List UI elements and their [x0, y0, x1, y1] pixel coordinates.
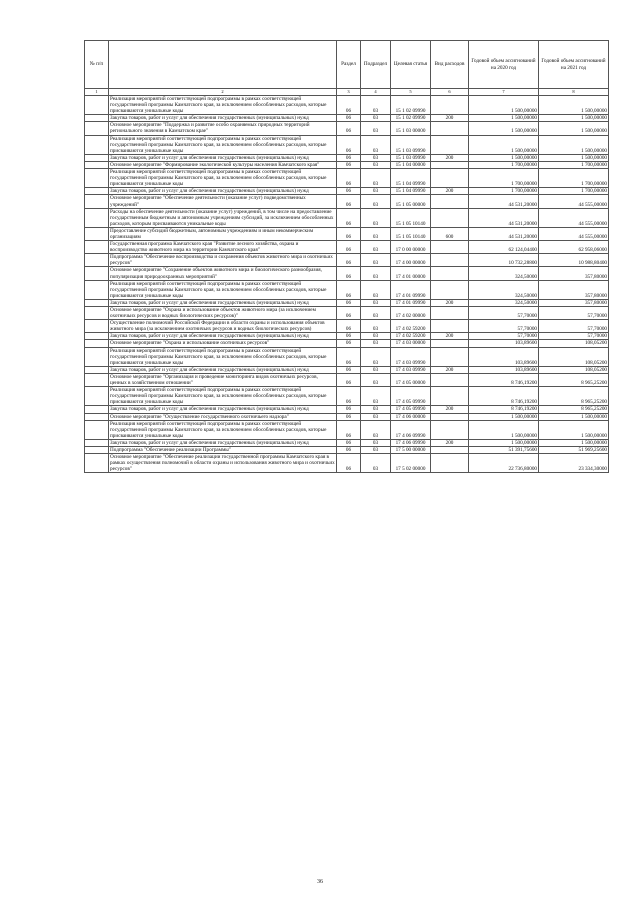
row-amount-2020: 1 500,00000	[469, 122, 539, 135]
row-expense-type	[431, 135, 469, 154]
row-amount-2021: 44 555,00000	[539, 227, 609, 240]
header-expense-type: Вид расходов	[431, 41, 469, 89]
row-razdel: 06	[337, 188, 361, 195]
row-target-article: 17 4 05 00000	[391, 373, 431, 386]
column-number: 7	[469, 89, 539, 96]
row-podrazdel: 03	[361, 135, 391, 154]
row-target-article: 15 1 05 10140	[391, 208, 431, 227]
row-amount-2020: 44 531,20000	[469, 227, 539, 240]
row-amount-2021: 23 334,30000	[539, 454, 609, 473]
row-target-article: 17 5 02 00000	[391, 454, 431, 473]
row-name: Закупка товаров, работ и услуг для обеспечения государственных (муниципальных) нужд	[109, 439, 337, 446]
table-row	[85, 169, 609, 188]
row-name: Основное мероприятие "Формирование экологической культуры населения Камчатского края"	[109, 161, 337, 168]
row-expense-type	[431, 307, 469, 320]
header-name	[109, 41, 337, 89]
row-podrazdel: 03	[361, 299, 391, 306]
row-amount-2021: 1 500,00000	[539, 154, 609, 161]
row-amount-2020: 1 700,00000	[469, 169, 539, 188]
row-amount-2020: 1 500,00000	[469, 420, 539, 439]
row-amount-2021: 8 965,25200	[539, 406, 609, 413]
table-row	[85, 299, 609, 306]
row-name: Закупка товаров, работ и услуг для обеспечения государственных (муниципальных) нужд	[109, 366, 337, 373]
row-target-article: 15 1 05 00000	[391, 195, 431, 208]
table-row	[85, 320, 609, 333]
table-row	[85, 195, 609, 208]
row-podrazdel: 03	[361, 439, 391, 446]
table-row	[85, 406, 609, 413]
column-number: 6	[431, 89, 469, 96]
table-row	[85, 446, 609, 453]
row-expense-type: 200	[431, 333, 469, 340]
row-amount-2021: 1 500,00000	[539, 115, 609, 122]
row-num	[85, 280, 109, 299]
row-razdel: 06	[337, 366, 361, 373]
row-amount-2021: 1 700,00000	[539, 169, 609, 188]
row-razdel: 06	[337, 373, 361, 386]
row-name: Реализация мероприятий соответствующей подпрограммы в рамках соответствующей государственной программы Камчатского края, за исключением обособленных расходов, которые присваиваются уникальные коды	[109, 169, 337, 188]
row-expense-type	[431, 413, 469, 420]
table-row	[85, 454, 609, 473]
row-amount-2021: 357,80000	[539, 299, 609, 306]
table-row	[85, 122, 609, 135]
row-expense-type	[431, 96, 469, 115]
row-expense-type: 600	[431, 227, 469, 240]
row-target-article: 17 0 00 00000	[391, 241, 431, 254]
row-razdel: 06	[337, 227, 361, 240]
row-podrazdel: 03	[361, 366, 391, 373]
table-row	[85, 307, 609, 320]
row-razdel: 06	[337, 154, 361, 161]
row-name: Государственная программа Камчатского края "Развитие лесного хозяйства, охрана и воспроизводство животного мира на территории Камчатского края"	[109, 241, 337, 254]
table-row	[85, 115, 609, 122]
row-target-article: 15 1 05 10140	[391, 227, 431, 240]
row-target-article: 17 4 00 00000	[391, 254, 431, 267]
row-podrazdel: 03	[361, 340, 391, 347]
row-target-article: 15 1 03 09990	[391, 135, 431, 154]
table-row	[85, 267, 609, 280]
header-num: № п/п	[85, 41, 109, 89]
row-amount-2021: 57,70000	[539, 333, 609, 340]
row-name: Расходы на обеспечение деятельности (оказание услуг) учреждений, в том числе на предоставление государственным бюджетным и автономным учреждениям субсидий, за исключением обособленных расходов, которым присваиваются уникальные коды	[109, 208, 337, 227]
header-amount-2020: Годовой объем ассигнований на 2020 год	[469, 41, 539, 89]
table-row	[85, 333, 609, 340]
row-num	[85, 347, 109, 366]
row-razdel: 06	[337, 413, 361, 420]
row-target-article: 17 4 02 59200	[391, 333, 431, 340]
row-num	[85, 195, 109, 208]
row-num	[85, 454, 109, 473]
row-razdel: 06	[337, 347, 361, 366]
row-razdel: 06	[337, 169, 361, 188]
row-amount-2021: 108,05200	[539, 340, 609, 347]
row-amount-2021: 1 700,00000	[539, 161, 609, 168]
row-name: Основное мероприятие "Сохранение объектов животного мира и биологического разнообразия, популяризация природоохранных мероприятий"	[109, 267, 337, 280]
row-num	[85, 254, 109, 267]
row-name: Подпрограмма "Обеспечение воспроизводства и сохранения объектов животного мира и охотничьих ресурсов"	[109, 254, 337, 267]
row-podrazdel: 03	[361, 347, 391, 366]
row-amount-2020: 1 700,00000	[469, 161, 539, 168]
row-expense-type	[431, 446, 469, 453]
row-num	[85, 439, 109, 446]
row-expense-type	[431, 161, 469, 168]
row-name: Основное мероприятие "Обеспечение реализации государственной программы Камчатского края в рамках осуществления полномочий в области охраны и использования животного мира и охотничьих ресурсов"	[110, 454, 335, 473]
row-razdel: 06	[337, 267, 361, 280]
row-name: Закупка товаров, работ и услуг для обеспечения государственных (муниципальных) нужд	[109, 406, 337, 413]
row-name: Основное мероприятие "Организация и проведение мониторинга видов охотничьих ресурсов, ценных в хозяйственном отношении"	[109, 373, 337, 386]
row-name: Закупка товаров, работ и услуг для обеспечения государственных (муниципальных) нужд	[109, 188, 337, 195]
table-row	[85, 413, 609, 420]
row-amount-2021: 8 965,25200	[539, 373, 609, 386]
row-amount-2021: 357,80000	[539, 267, 609, 280]
header-target-article: Целевая статья	[391, 41, 431, 89]
column-numbers-row	[85, 89, 609, 96]
header-podrazdel: Подраздел	[361, 41, 391, 89]
row-amount-2020: 1 500,00000	[469, 115, 539, 122]
row-amount-2021: 1 500,00000	[539, 439, 609, 446]
row-num	[85, 96, 109, 115]
row-target-article: 15 1 02 09990	[391, 115, 431, 122]
row-num	[85, 446, 109, 453]
row-num	[85, 299, 109, 306]
table-row	[85, 280, 609, 299]
row-amount-2020: 1 700,00000	[469, 188, 539, 195]
row-target-article: 17 4 01 09990	[391, 280, 431, 299]
row-amount-2020: 1 500,00000	[469, 135, 539, 154]
row-amount-2020: 324,50000	[469, 280, 539, 299]
table-row	[85, 387, 609, 406]
row-num	[85, 169, 109, 188]
row-amount-2020: 8 746,19200	[469, 373, 539, 386]
row-name: Закупка товаров, работ и услуг для обеспечения государственных (муниципальных) нужд	[109, 115, 337, 122]
row-amount-2021: 57,70000	[539, 307, 609, 320]
row-podrazdel: 03	[361, 454, 391, 473]
row-razdel: 06	[337, 387, 361, 406]
row-expense-type: 200	[431, 154, 469, 161]
row-expense-type	[431, 208, 469, 227]
table-row	[85, 439, 609, 446]
row-razdel: 06	[337, 122, 361, 135]
row-num	[85, 333, 109, 340]
row-podrazdel: 03	[361, 280, 391, 299]
table-row	[85, 366, 609, 373]
row-target-article: 17 4 06 09990	[391, 420, 431, 439]
row-num	[85, 366, 109, 373]
row-target-article: 17 4 05 09990	[391, 406, 431, 413]
row-razdel: 06	[337, 135, 361, 154]
row-target-article: 15 1 04 09990	[391, 169, 431, 188]
row-razdel: 06	[337, 299, 361, 306]
row-razdel: 06	[337, 340, 361, 347]
row-num	[85, 188, 109, 195]
row-expense-type	[431, 280, 469, 299]
row-amount-2020: 8 746,19200	[469, 387, 539, 406]
row-target-article: 15 1 03 09990	[391, 154, 431, 161]
row-razdel: 06	[337, 307, 361, 320]
row-expense-type	[431, 195, 469, 208]
row-expense-type	[431, 454, 469, 473]
row-name: Закупка товаров, работ и услуг для обеспечения государственных (муниципальных) нужд	[109, 299, 337, 306]
row-name: Реализация мероприятий соответствующей подпрограммы в рамках соответствующей государственной программы Камчатского края, за исключением обособленных расходов, которые присваиваются уникальные коды	[109, 96, 337, 115]
row-name: Основное мероприятие "Охрана и использование объектов животного мира (за исключением охотничьих ресурсов и водных биологических ресурсов)"	[109, 307, 337, 320]
row-razdel: 06	[337, 208, 361, 227]
row-amount-2020: 44 531,20000	[469, 208, 539, 227]
row-expense-type	[431, 347, 469, 366]
row-num	[85, 115, 109, 122]
row-num	[85, 307, 109, 320]
row-podrazdel: 03	[361, 446, 391, 453]
column-number: 2	[109, 89, 337, 96]
row-razdel: 06	[337, 320, 361, 333]
row-podrazdel: 03	[361, 267, 391, 280]
row-razdel: 06	[337, 161, 361, 168]
row-name: Основное мероприятие "Осуществление государственного охотничьего надзора"	[109, 413, 337, 420]
row-expense-type: 200	[431, 366, 469, 373]
row-num	[85, 161, 109, 168]
row-target-article: 15 1 04 00000	[391, 161, 431, 168]
row-expense-type	[431, 387, 469, 406]
row-amount-2021: 51 969,25600	[539, 446, 609, 453]
row-podrazdel: 03	[361, 320, 391, 333]
row-num	[85, 387, 109, 406]
row-podrazdel: 03	[361, 115, 391, 122]
row-podrazdel: 03	[361, 169, 391, 188]
row-name: Основное мероприятие "Поддержка и развитие особо охраняемых природных территорий регионального значения в Камчатском крае"	[109, 122, 337, 135]
row-amount-2020: 1 500,00000	[469, 439, 539, 446]
row-podrazdel: 03	[361, 208, 391, 227]
column-number: 8	[539, 89, 609, 96]
row-podrazdel: 03	[361, 154, 391, 161]
row-amount-2021: 1 500,00000	[539, 135, 609, 154]
row-amount-2021: 44 555,00000	[539, 195, 609, 208]
row-num	[85, 122, 109, 135]
row-num	[85, 320, 109, 333]
row-expense-type	[431, 267, 469, 280]
row-podrazdel: 03	[361, 188, 391, 195]
row-num	[85, 208, 109, 227]
row-num	[85, 420, 109, 439]
row-amount-2020: 10 732,28800	[469, 254, 539, 267]
row-target-article: 17 4 05 09990	[391, 387, 431, 406]
row-target-article: 17 4 01 00000	[391, 267, 431, 280]
row-razdel: 06	[337, 96, 361, 115]
row-target-article: 17 4 06 00000	[391, 413, 431, 420]
row-amount-2020: 51 391,75600	[469, 446, 539, 453]
row-amount-2020: 8 746,19200	[469, 406, 539, 413]
row-podrazdel: 03	[361, 420, 391, 439]
row-amount-2021: 1 500,00000	[539, 96, 609, 115]
row-expense-type	[431, 320, 469, 333]
row-name: Предоставление субсидий бюджетным, автономным учреждениям и иным некоммерческим организациям	[109, 227, 337, 240]
table-row	[85, 340, 609, 347]
row-amount-2020: 57,70000	[469, 320, 539, 333]
row-name: Реализация мероприятий соответствующей подпрограммы в рамках соответствующей государственной программы Камчатского края, за исключением обособленных расходов, которые присваиваются уникальные коды	[109, 387, 337, 406]
row-expense-type: 200	[431, 439, 469, 446]
row-target-article: 17 4 06 09990	[391, 439, 431, 446]
row-target-article: 17 4 02 59200	[391, 320, 431, 333]
budget-table	[84, 40, 609, 473]
table-row	[85, 373, 609, 386]
row-podrazdel: 03	[361, 333, 391, 340]
row-target-article: 15 1 04 09990	[391, 188, 431, 195]
row-expense-type: 200	[431, 115, 469, 122]
row-name: Осуществление полномочий Российской Федерации в области охраны и использования объектов животного мира (за исключением охотничьих ресурсов и водных биологических ресурсов)	[109, 320, 337, 333]
row-razdel: 06	[337, 454, 361, 473]
row-amount-2020: 1 500,00000	[469, 154, 539, 161]
row-amount-2021: 44 555,00000	[539, 208, 609, 227]
table-row	[85, 188, 609, 195]
row-podrazdel: 03	[361, 161, 391, 168]
table-row	[85, 347, 609, 366]
row-amount-2020: 44 531,20000	[469, 195, 539, 208]
row-podrazdel: 03	[361, 227, 391, 240]
row-expense-type	[431, 420, 469, 439]
row-target-article: 17 4 03 00000	[391, 340, 431, 347]
row-name: Закупка товаров, работ и услуг для обеспечения государственных (муниципальных) нужд	[109, 333, 337, 340]
row-num	[85, 373, 109, 386]
row-name: Реализация мероприятий соответствующей подпрограммы в рамках соответствующей государственной программы Камчатского края, за исключением обособленных расходов, которые присваиваются уникальные коды	[109, 347, 337, 366]
row-podrazdel: 03	[361, 241, 391, 254]
row-amount-2021: 108,05200	[539, 366, 609, 373]
row-razdel: 06	[337, 280, 361, 299]
row-razdel: 06	[337, 439, 361, 446]
row-target-article: 17 4 01 09990	[391, 299, 431, 306]
row-name: Реализация мероприятий соответствующей подпрограммы в рамках соответствующей государственной программы Камчатского края, за исключением обособленных расходов, которые присваиваются уникальные коды	[109, 135, 337, 154]
row-expense-type	[431, 122, 469, 135]
row-name: Реализация мероприятий соответствующей подпрограммы в рамках соответствующей государственной программы Камчатского края, за исключением обособленных расходов, которые присваиваются уникальные коды	[109, 280, 337, 299]
row-razdel: 06	[337, 446, 361, 453]
table-row	[85, 154, 609, 161]
row-target-article: 17 4 02 00000	[391, 307, 431, 320]
row-podrazdel: 03	[361, 406, 391, 413]
row-name: Основное мероприятие "Охрана и использование охотничьих ресурсов"	[109, 340, 337, 347]
row-amount-2020: 324,50000	[469, 267, 539, 280]
row-num	[85, 241, 109, 254]
table-header-row	[85, 41, 609, 89]
row-amount-2021: 8 965,25200	[539, 387, 609, 406]
row-num	[85, 267, 109, 280]
row-expense-type	[431, 340, 469, 347]
row-target-article: 17 5 00 00000	[391, 446, 431, 453]
column-number: 3	[337, 89, 361, 96]
row-expense-type	[431, 169, 469, 188]
row-target-article: 15 1 03 00000	[391, 122, 431, 135]
table-row	[85, 161, 609, 168]
row-target-article: 15 1 02 09990	[391, 96, 431, 115]
row-name: Основное мероприятие "Обеспечение деятельности (оказание услуг) подведомственных учреждений"	[109, 195, 337, 208]
row-razdel: 06	[337, 195, 361, 208]
row-amount-2021: 108,05200	[539, 347, 609, 366]
row-podrazdel: 03	[361, 373, 391, 386]
table-row	[85, 227, 609, 240]
row-razdel: 06	[337, 333, 361, 340]
row-amount-2021: 1 700,00000	[539, 188, 609, 195]
row-amount-2021: 1 500,00000	[539, 413, 609, 420]
row-amount-2021: 357,80000	[539, 280, 609, 299]
row-name: Реализация мероприятий соответствующей подпрограммы в рамках соответствующей государственной программы Камчатского края, за исключением обособленных расходов, которые присваиваются уникальные коды	[109, 420, 337, 439]
header-amount-2021: Годовой объем ассигнований на 2021 год	[539, 41, 609, 89]
row-amount-2020: 1 500,00000	[469, 413, 539, 420]
row-expense-type	[431, 241, 469, 254]
table-row	[85, 96, 609, 115]
row-expense-type	[431, 254, 469, 267]
row-amount-2021: 57,70000	[539, 320, 609, 333]
row-amount-2021: 1 500,00000	[539, 122, 609, 135]
row-podrazdel: 03	[361, 254, 391, 267]
row-expense-type: 200	[431, 406, 469, 413]
row-name: Подпрограмма "Обеспечение реализации Программы"	[109, 446, 337, 453]
row-num	[85, 340, 109, 347]
row-podrazdel: 03	[361, 122, 391, 135]
row-razdel: 06	[337, 241, 361, 254]
row-amount-2021: 10 988,80400	[539, 254, 609, 267]
row-razdel: 06	[337, 420, 361, 439]
row-num	[85, 135, 109, 154]
row-podrazdel: 03	[361, 96, 391, 115]
row-expense-type	[431, 373, 469, 386]
row-amount-2021: 1 500,00000	[539, 420, 609, 439]
row-podrazdel: 03	[361, 413, 391, 420]
row-amount-2020: 324,50000	[469, 299, 539, 306]
row-razdel: 06	[337, 115, 361, 122]
row-num	[85, 227, 109, 240]
row-num	[85, 413, 109, 420]
column-number: 1	[85, 89, 109, 96]
table-row	[85, 254, 609, 267]
row-amount-2020: 103,89600	[469, 340, 539, 347]
row-podrazdel: 03	[361, 307, 391, 320]
row-expense-type: 200	[431, 188, 469, 195]
row-amount-2020: 103,89600	[469, 366, 539, 373]
row-target-article: 17 4 03 09990	[391, 366, 431, 373]
row-amount-2020: 103,89600	[469, 347, 539, 366]
page-number: 36	[317, 879, 323, 885]
row-name: Закупка товаров, работ и услуг для обеспечения государственных (муниципальных) нужд	[109, 154, 337, 161]
column-number: 5	[391, 89, 431, 96]
row-num	[85, 154, 109, 161]
row-razdel: 06	[337, 254, 361, 267]
row-target-article: 17 4 03 09990	[391, 347, 431, 366]
table-row	[85, 135, 609, 154]
row-expense-type: 200	[431, 299, 469, 306]
row-amount-2020: 22 736,80000	[469, 454, 539, 473]
header-razdel: Раздел	[337, 41, 361, 89]
table-row	[85, 241, 609, 254]
row-podrazdel: 03	[361, 195, 391, 208]
row-amount-2021: 62 958,06000	[539, 241, 609, 254]
row-num	[85, 406, 109, 413]
column-number: 4	[361, 89, 391, 96]
row-amount-2020: 57,70000	[469, 307, 539, 320]
row-amount-2020: 1 500,00000	[469, 96, 539, 115]
table-row	[85, 420, 609, 439]
row-podrazdel: 03	[361, 387, 391, 406]
table-row	[85, 208, 609, 227]
row-razdel: 06	[337, 406, 361, 413]
row-amount-2020: 62 124,04400	[469, 241, 539, 254]
row-amount-2020: 57,70000	[469, 333, 539, 340]
